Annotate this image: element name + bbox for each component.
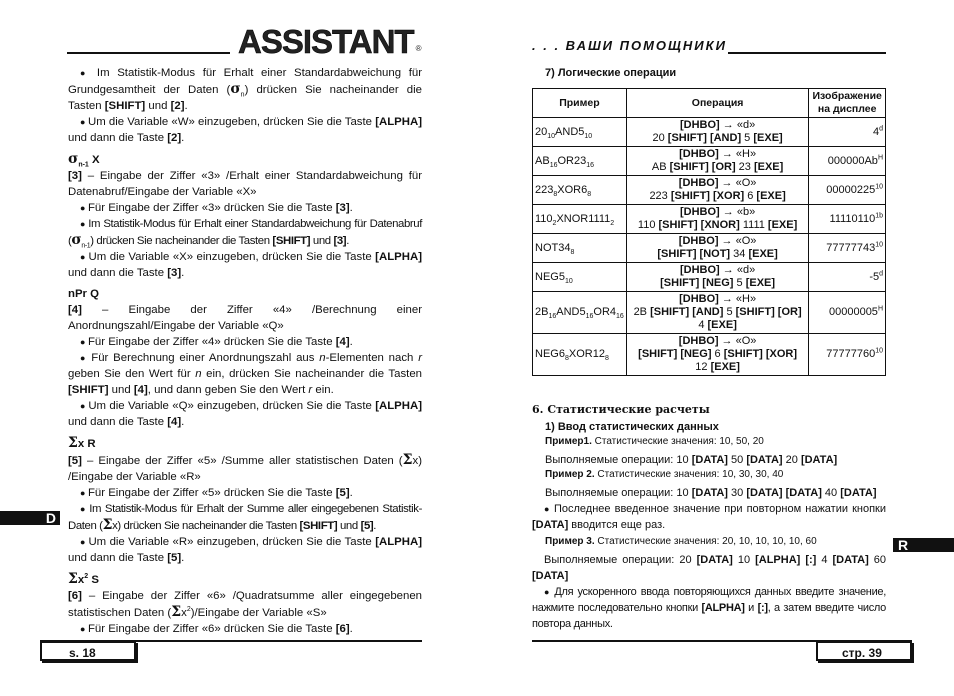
subsection-title: 1) Ввод статистических данных <box>545 421 719 433</box>
page-number-right: стр. 39 <box>816 641 912 661</box>
paragraph: [4] – Eingabe der Ziffer «4» /Berechnung einer Anordnungszahl/Eingabe der Variable «Q» <box>68 304 422 332</box>
logic-operations-table <box>532 88 886 376</box>
heading-sigma-n1: $\sigma_{n-1}$ X <box>68 151 100 169</box>
paragraph: [5] – Eingabe der Ziffer «5» /Summe aller statistischen Daten (Σx) /Eingabe der Variable «R» <box>68 452 422 483</box>
paragraph: ● Für Berechnung einer Anordnungszahl aus n-Elementen nach r geben Sie den Wert für n ein, drücken Sie nacheinander die Tasten [SHIFT] und [4], und dann geben Sie den Wert r ein. <box>68 350 422 398</box>
paragraph: [3] – Eingabe der Ziffer «3» /Erhalt einer Standardabweichung für Datenabruf/Eingabe der Variable «X» <box>68 170 422 198</box>
table-row: $110_2XNOR1111_2$ [DHBO] → «b» 110 [SHIFT] [XNOR] 1111 [EXE] $11110110^{1b}$ <box>533 205 886 234</box>
paragraph: ● Um die Variable «R» einzugeben, drücken Sie die Taste [ALPHA] und dann die Taste [5]. <box>68 534 422 566</box>
right-header-title: . . . ВАШИ ПОМОЩНИКИ <box>532 38 727 53</box>
paragraph: ● Um die Variable «Q» einzugeben, drücken Sie die Taste [ALPHA] und dann die Taste [4]. <box>68 398 422 430</box>
example-1: Пример1. Статистические значения: 10, 50, 20 <box>545 436 764 447</box>
table-row: $20_{10}AND5_{10}$ [DHBO] → «d» 20 [SHIFT] [AND] 5 [EXE] 4$^d$ <box>533 118 886 147</box>
language-tab-d: D <box>0 511 60 525</box>
paragraph: ● Für Eingabe der Ziffer «5» drücken Sie die Taste [5]. <box>68 485 422 501</box>
col-header-operation: Операция <box>626 89 809 118</box>
page-number-left: s. 18 <box>40 641 136 661</box>
operations-3: Выполняемые операции: 20 [DATA] 10 [ALPHA] [:] 4 [DATA] 60 [DATA] <box>532 554 886 582</box>
col-header-display: Изображение на дисплее <box>809 89 886 118</box>
right-text-block <box>532 435 886 632</box>
paragraph: ● Im Statistik-Modus für Erhalt der Summe aller eingegebenen Statistik-Daten (Σx) drücken Sie nacheinander die Tasten [SHIFT] und [5]. <box>68 501 422 534</box>
paragraph: ● Im Statistik-Modus für Erhalt einer Standardabweichung für Datenabruf $(\sigma_{n-1})$ drücken Sie nacheinander die Tasten [SHIFT] und [3]. <box>68 216 422 249</box>
paragraph: ● Für Eingabe der Ziffer «3» drücken Sie die Taste [3]. <box>68 200 422 216</box>
note-2: ● Для ускоренного ввода повторяющихся данных введите значение, нажмите последовательно кнопки [ALPHA] и [:], а затем введите число повтора данных. <box>532 584 886 632</box>
left-column <box>68 65 422 637</box>
table-row: $223_8XOR6_8$ [DHBO] → «O» 223 [SHIFT] [XOR] 6 [EXE] 00000225$^{10}$ <box>533 176 886 205</box>
heading-sum-x: Σx R <box>68 435 96 451</box>
brand-logo: ASSISTANT ® <box>238 23 421 60</box>
language-tab-r: R <box>893 538 954 552</box>
table-row: $NEG6_8XOR12_8$ [DHBO] → «O» [SHIFT] [NEG] 6 [SHIFT] [XOR] 12 [EXE] 77777760$^{10}$ <box>533 334 886 376</box>
left-header-rule <box>67 52 230 54</box>
section-6-title: 6. Статистические расчеты <box>532 403 710 416</box>
note-1: ● Последнее введенное значение при повторном нажатии кнопки [DATA] вводится еще раз. <box>532 501 886 533</box>
operations-1: Выполняемые операции: 10 [DATA] 50 [DATA] 20 [DATA] <box>545 454 838 466</box>
paragraph: ● Für Eingabe der Ziffer «4» drücken Sie die Taste [4]. <box>68 334 422 350</box>
table-row: $2B_{16}AND5_{16}OR4_{16}$ [DHBO] → «H» 2B [SHIFT] [AND] 5 [SHIFT] [OR] 4 [EXE] $00000005^H$ <box>533 292 886 334</box>
col-header-example: Пример <box>533 89 627 118</box>
paragraph: ● Um die Variable «W» einzugeben, drücken Sie die Taste [ALPHA] und dann die Taste [2]. <box>68 114 422 146</box>
example-2: Пример 2. Статистические значения: 10, 30, 30, 40 <box>545 469 784 480</box>
paragraph: ● Im Statistik-Modus für Erhalt einer Standardabweichung für Grundgesamtheit der Daten $(\sigma_n)$ drücken Sie nacheinander die Tasten [SHIFT] und [2]. <box>68 65 422 114</box>
table-row: $AB_{16}OR23_{16}$ [DHBO] → «H» AB [SHIFT] [OR] 23 [EXE] $000000Ab^H$ <box>533 147 886 176</box>
section-7-title: 7) Логические операции <box>545 67 677 79</box>
table-header-row <box>533 89 886 118</box>
table-row: $NEG5_{10}$ [DHBO] → «d» [SHIFT] [NEG] 5 [EXE] -5$^d$ <box>533 263 886 292</box>
paragraph: ● Um die Variable «X» einzugeben, drücken Sie die Taste [ALPHA] und dann die Taste [3]. <box>68 249 422 281</box>
example-3: Пример 3. Статистические значения: 20, 10, 10, 10, 10, 60 <box>545 536 817 547</box>
right-header-rule <box>728 52 886 54</box>
table-row: $NOT34_8$ [DHBO] → «O» [SHIFT] [NOT] 34 [EXE] 77777743$^{10}$ <box>533 234 886 263</box>
paragraph: ● Für Eingabe der Ziffer «6» drücken Sie die Taste [6]. <box>68 621 422 637</box>
heading-sum-x2: $\Sigma x^2$ S <box>68 571 99 587</box>
paragraph: [6] – Eingabe der Ziffer «6» /Quadratsumme aller eingegebenen statistischen Daten $(\Sigma x^2)$/Eingabe der Variable «S» <box>68 590 422 620</box>
operations-2: Выполняемые операции: 10 [DATA] 30 [DATA] [DATA] 40 [DATA] <box>545 487 877 499</box>
heading-npr: nPr Q <box>68 288 100 300</box>
